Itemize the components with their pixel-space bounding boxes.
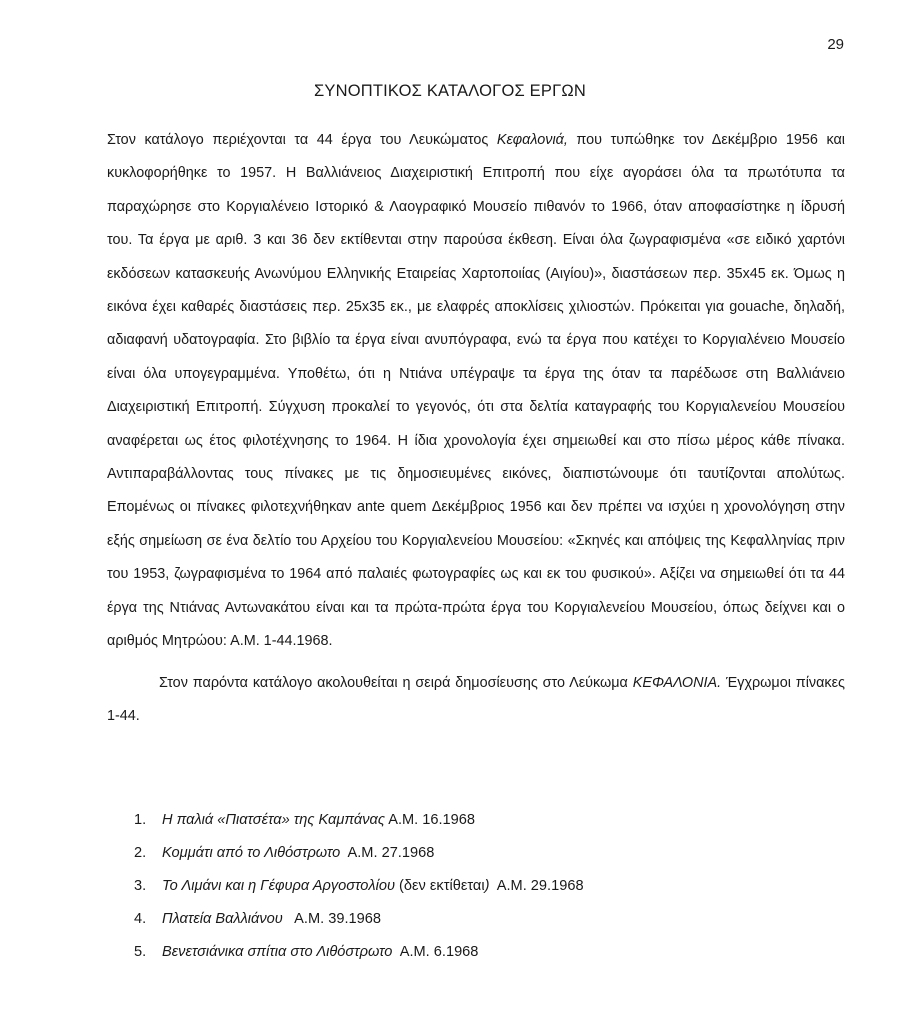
paragraph-order <box>107 667 845 734</box>
list-item-number: 2. <box>134 845 147 861</box>
album-name-italic: ΚΕΦΑΛΟΝΙΑ. <box>632 674 722 691</box>
work-registry-number: Α.Μ. 29.1968 <box>489 878 584 894</box>
list-item <box>134 870 834 903</box>
work-title: Το Λιμάνι και η Γέφυρα Αργοστολίου <box>162 878 395 894</box>
work-registry-number: Α.Μ. 39.1968 <box>282 911 381 927</box>
page-title: ΣΥΝΟΠΤΙΚΟΣ ΚΑΤΑΛΟΓΟΣ ΕΡΓΩΝ <box>313 82 587 100</box>
paragraph-order-text-b: Έγχρωμοι πίνακες 1-44. <box>107 674 845 724</box>
work-note: (δεν εκτίθεται <box>395 878 485 894</box>
main-text <box>107 124 845 733</box>
work-registry-number: Α.Μ. 27.1968 <box>340 845 435 861</box>
list-item <box>134 837 834 870</box>
page-number: 29 <box>827 36 844 53</box>
list-item-number: 1. <box>134 812 147 828</box>
list-item-number: 5. <box>134 944 147 960</box>
list-item <box>134 903 834 936</box>
work-note-close: ) <box>484 878 490 894</box>
work-title: Κομμάτι από το Λιθόστρωτο <box>162 845 341 861</box>
list-item-number: 4. <box>134 911 147 927</box>
paragraph-intro-text-a: Στον κατάλογο περιέχονται τα 44 έργα του Λευκώματος <box>107 132 497 148</box>
works-list <box>134 804 834 969</box>
work-title: Πλατεία Βαλλιάνου <box>162 911 283 927</box>
paragraph-intro-text-b: που τυπώθηκε τον Δεκέμβριο 1956 και κυκλοφορήθηκε το 1957. Η Βαλλιάνειος Διαχειριστική Επιτροπή που είχε αγοράσει όλα τα πρωτότυπα τα παραχώρησε στο Κοργιαλένειο Ιστορικό & Λαογραφικό Μουσείο πιθανόν το 1966, όταν αποφασίστηκε η ίδρυσή του. Τα έργα με αριθ. 3 και 36 δεν εκτίθενται στην παρούσα έκθεση. Είναι όλα ζωγραφισμένα «σε ειδικό χαρτόνι εκδόσεων κατασκευής Ανωνύμου Ελληνικής Εταιρείας Χαρτοποιίας (Αιγίου)», διαστάσεων περ. 35x45 εκ. Όμως η εικόνα έχει καθαρές διαστάσεις περ. 25x35 εκ., με ελαφρές αποκλίσεις χιλιοστών. Πρόκειται για gouache, δηλαδή, αδιαφανή υδατογραφία. Στο βιβλίο τα έργα είναι ανυπόγραφα, ενώ τα έργα που κατέχει το Κοργιαλένειο Μουσείο είναι όλα υπογεγραμμένα. Υποθέτω, ότι η Ντιάνα υπέγραψε τα έργα της όταν τα παρέδωσε στη Βαλλιάνειο Διαχειριστική Επιτροπή. Σύγχυση προκαλεί το γεγονός, ότι στα δελτία καταγραφής του Κοργιαλενείου Μουσείου αναφέρεται ως έτος φιλοτέχνησης το 1964. Η ίδια χρονολογία έχει σημειωθεί και στο πίσω μέρος κάθε πίνακα. Αντιπαραβάλλοντας τους πίνακες με τις δημοσιευμένες εικόνες, διαπιστώνουμε ότι ταυτίζονται απολύτως. Επομένως οι πίνακες φιλοτεχνήθηκαν ante quem Δεκέμβριος 1956 και δεν πρέπει να ισχύει η χρονολόγηση στην εξής σημείωση σε ένα δελτίο του Αρχείου του Κοργιαλενείου Μουσείου: «Σκηνές και απόψεις της Κεφαλληνίας πριν του 1953, ζωγραφισμένα το 1964 από παλαιές φωτογραφίες ως και εκ του φυσικού». Αξίζει να σημειωθεί ότι τα 44 έργα της Ντιάνας Αντωνακάτου είναι και τα πρώτα-πρώτα έργα του Κοργιαλενείου Μουσείου, όπως δείχνει και ο αριθμός Μητρώου: Α.Μ. 1-44.1968. <box>107 132 845 650</box>
work-title: Η παλιά «Πιατσέτα» της Καμπάνας <box>162 812 385 828</box>
paragraph-intro <box>107 124 845 659</box>
list-item <box>134 804 834 837</box>
work-title: Βενετσιάνικα σπίτια στο Λιθόστρωτο <box>162 944 393 960</box>
list-item <box>134 936 834 969</box>
album-title-italic: Κεφαλονιά, <box>496 132 568 148</box>
work-registry-number: Α.Μ. 16.1968 <box>384 812 476 828</box>
paragraph-order-text-a: Στον παρόντα κατάλογο ακολουθείται η σειρά δημοσίευσης στο Λεύκωμα <box>159 674 633 691</box>
work-registry-number: Α.Μ. 6.1968 <box>392 944 479 960</box>
list-item-number: 3. <box>134 878 147 894</box>
